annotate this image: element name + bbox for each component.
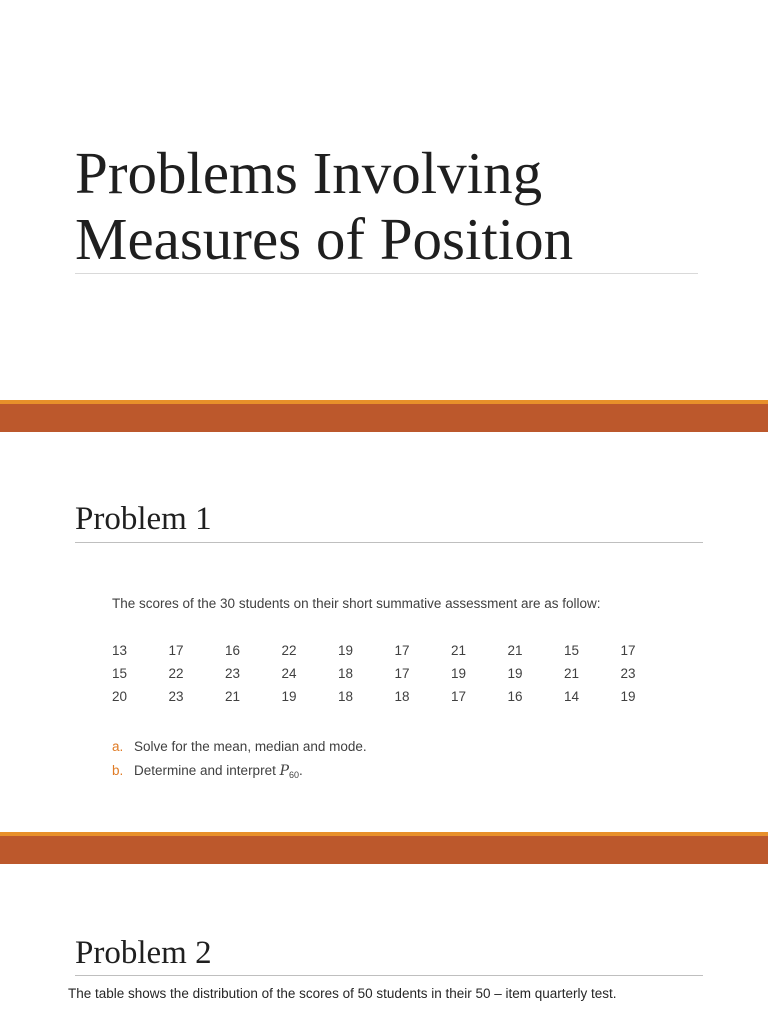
title-underline [75,542,703,543]
score-cell: 21 [451,643,467,658]
score-cell: 17 [394,643,410,658]
score-cell: 16 [507,689,523,704]
score-cell: 19 [620,689,636,704]
percentile-symbol: P [279,763,289,779]
title-slide [0,0,768,400]
score-cell: 21 [225,689,241,704]
title-underline [75,273,698,274]
slide-divider [0,832,768,864]
score-cell: 23 [168,689,184,704]
task-item-b [112,762,367,786]
problem-description: The table shows the distribution of the scores of 50 students in their 50 – item quarterly test. [68,986,617,1001]
percentile-subscript: 60 [289,770,300,780]
title-line-1: Problems Involving [75,140,543,206]
task-item-a [112,738,367,762]
slide-title: Problem 1 [75,501,212,537]
table-row [112,666,677,689]
title-underline [75,975,703,976]
score-cell: 17 [620,643,636,658]
slide-title [75,140,715,272]
score-cell: 18 [394,689,410,704]
table-row [112,689,677,712]
score-cell: 19 [281,689,297,704]
score-cell: 17 [451,689,467,704]
task-marker: a. [112,739,124,754]
score-cell: 21 [507,643,523,658]
task-text: Solve for the mean, median and mode. [134,739,367,754]
score-cell: 23 [620,666,636,681]
score-cell: 13 [112,643,128,658]
slide-divider [0,400,768,432]
score-cell: 18 [338,689,354,704]
problem-2-slide [0,864,768,1024]
score-cell: 20 [112,689,128,704]
score-cell: 22 [168,666,184,681]
score-cell: 21 [564,666,580,681]
score-cell: 18 [338,666,354,681]
score-cell: 19 [338,643,354,658]
score-cell: 14 [564,689,580,704]
scores-table [112,643,677,712]
score-cell: 19 [507,666,523,681]
task-suffix: . [299,763,303,778]
score-cell: 22 [281,643,297,658]
task-list [112,738,367,786]
task-marker: b. [112,763,124,778]
table-row [112,643,677,666]
score-cell: 24 [281,666,297,681]
slide-title: Problem 2 [75,935,212,971]
score-cell: 19 [451,666,467,681]
task-text: Determine and interpret [134,763,280,778]
score-cell: 15 [112,666,128,681]
score-cell: 17 [168,643,184,658]
score-cell: 23 [225,666,241,681]
title-line-2: Measures of Position [75,206,574,272]
problem-1-slide [0,432,768,832]
score-cell: 16 [225,643,241,658]
score-cell: 17 [394,666,410,681]
problem-intro: The scores of the 30 students on their short summative assessment are as follow: [112,596,601,611]
score-cell: 15 [564,643,580,658]
